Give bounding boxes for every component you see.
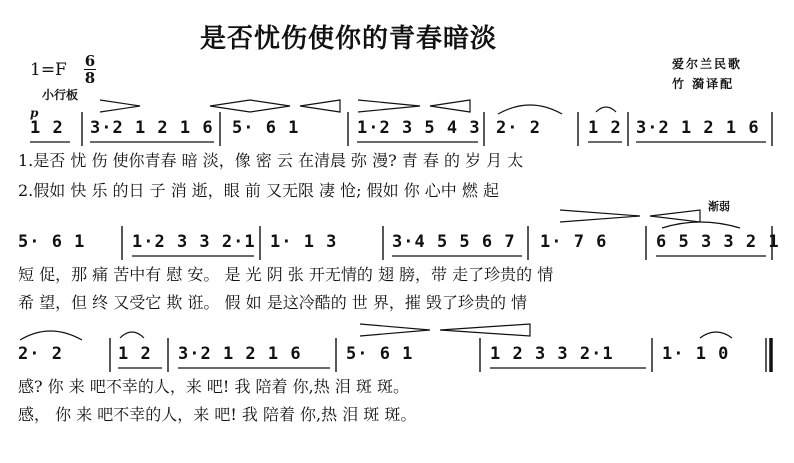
decrescendo-hairpin [100, 100, 140, 112]
crescendo-hairpin [430, 100, 470, 112]
time-denominator: 8 [84, 69, 96, 87]
crescendo-hairpin [440, 324, 530, 336]
crescendo-hairpin [650, 210, 700, 222]
measure-3-6: 1· 1 0 [662, 344, 730, 364]
measure-2-6: 6 5 3 3 2 1 [656, 232, 780, 252]
time-numerator: 6 [84, 52, 96, 70]
key-signature: 1=F [30, 60, 67, 80]
lyric-verse-2-row-2: 希 望，但 终 又受它 欺 诳。 假 如 是这冷酷的 世 界，摧 毁了珍贵的 情 [18, 293, 528, 312]
song-origin: 爱尔兰民歌 [672, 57, 743, 71]
dynamic-marking: p [30, 106, 39, 120]
measure-2-5: 1· 7 6 [540, 232, 608, 252]
slur [662, 222, 740, 228]
measure-1-6: 1 2 [588, 118, 622, 138]
tie-slur [20, 331, 82, 340]
tempo-marking: 小行板 [42, 88, 79, 102]
measure-3-5: 1 2 3 3 2·1 [490, 344, 614, 364]
measure-1-2: 3·2 1 2 1 6 [90, 118, 214, 138]
measure-3-2: 1 2 [118, 344, 152, 364]
lyric-verse-1-row-2: 短 促，那 痛 苦中有 慰 安。 是 光 阴 张 开无情的 翅 膀，带 走了珍贵的 情 [18, 265, 554, 284]
lyric-verse-2-row-1: 2.假如 快 乐 的日 子 消 逝，眼 前 又无限 凄 怆; 假如 你 心中 燃 起 [18, 181, 499, 200]
lyric-verse-2-row-3: 感， 你 来 吧不幸的人，来 吧! 我 陪着 你,热 泪 斑 斑。 [18, 405, 417, 424]
decrescendo-hairpin [560, 210, 640, 222]
slurs [20, 105, 740, 340]
fermata-arc [120, 332, 144, 338]
measure-1-7: 3·2 1 2 1 6 [636, 118, 760, 138]
barlines [82, 112, 772, 372]
lyric-verse-1-row-1: 1.是否 忧 伤 使你青春 暗 淡，像 密 云 在清晨 弥 漫? 青 春 的 岁 月 太 [18, 151, 524, 170]
measure-2-4: 3·4 5 5 6 7 [392, 232, 516, 252]
measure-2-3: 1· 1 3 [270, 232, 338, 252]
fermata-arc [596, 107, 616, 112]
measure-3-3: 3·2 1 2 1 6 [178, 344, 302, 364]
decrescendo-hairpin [358, 100, 420, 112]
song-arranger: 竹 漪译配 [672, 77, 735, 91]
measure-2-2: 1·2 3 3 2·1 [132, 232, 256, 252]
measure-3-1: 2· 2 [18, 344, 63, 364]
song-title: 是否忧伤使你的青春暗淡 [200, 24, 498, 54]
measure-1-4: 1·2 3 5 4 3 [357, 118, 481, 138]
fermata-arc [700, 332, 732, 338]
measure-1-3: 5· 6 1 [232, 118, 300, 138]
measure-1-5: 2· 2 [496, 118, 541, 138]
swell-hairpin [210, 100, 290, 112]
measure-3-4: 5· 6 1 [346, 344, 414, 364]
lyric-verse-1-row-3: 感? 你 来 吧不幸的人，来 吧! 我 陪着 你,热 泪 斑 斑。 [18, 377, 409, 396]
hairpins [100, 100, 700, 336]
expression-marking: 渐弱 [708, 200, 730, 213]
crescendo-hairpin [300, 100, 340, 112]
measure-2-1: 5· 6 1 [18, 232, 86, 252]
measure-1-1: 1 2 [30, 118, 64, 138]
tie-slur [498, 105, 562, 114]
beams-underlines [30, 142, 766, 368]
decrescendo-hairpin [360, 324, 430, 336]
